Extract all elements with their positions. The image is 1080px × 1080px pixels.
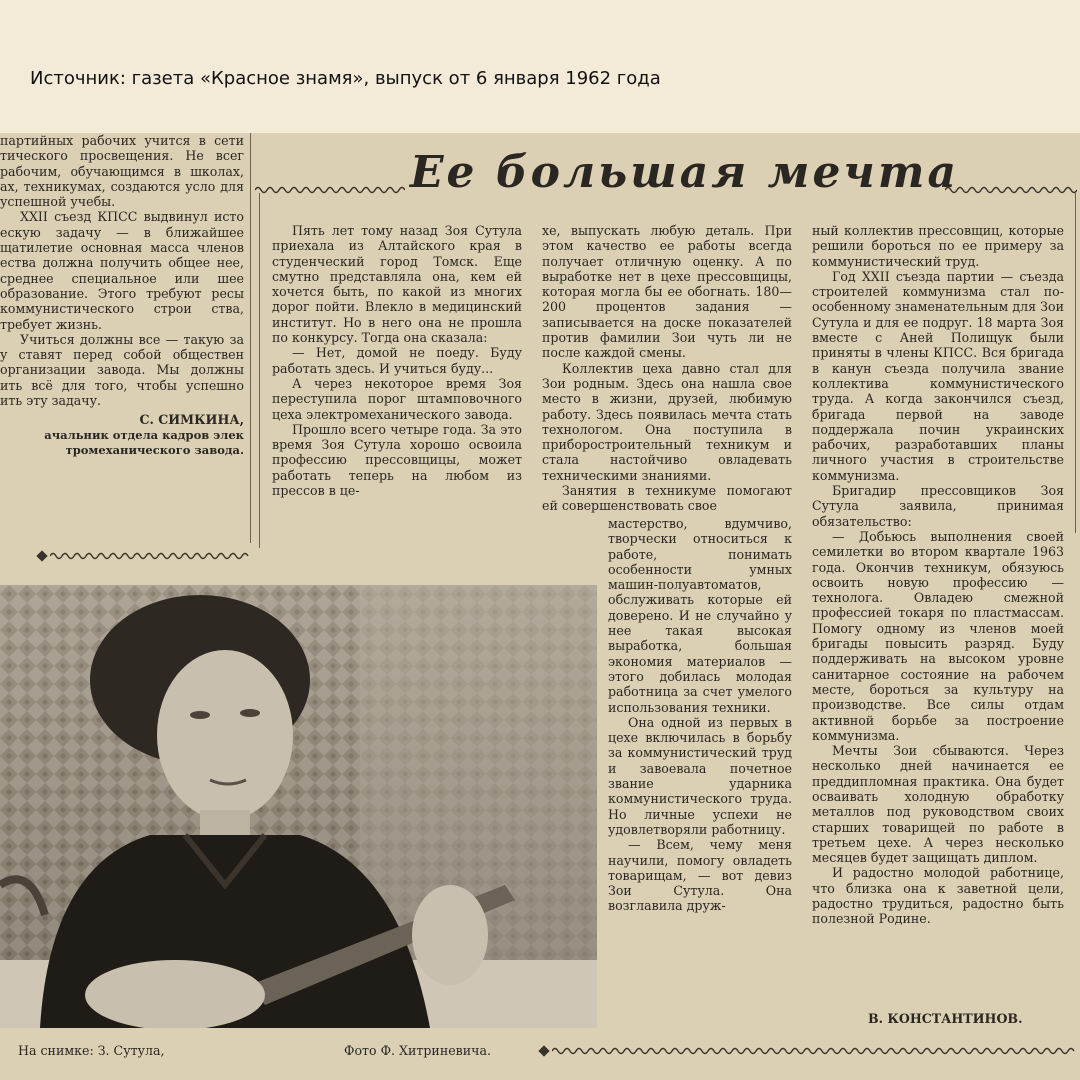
article-author: В. КОНСТАНТИНОВ. bbox=[868, 1011, 1023, 1026]
prev-article-wave bbox=[50, 551, 250, 561]
article-paragraph: хе, выпускать любую деталь. При этом качество ее работы всегда получает отличную оценку. А по выработке нет в цехе прессовщицы, которая могла бы ее обогнать. 180—200 процентов задания — записывается на доске показателей против фамилии Зои чуть ли не после каждой смены. bbox=[542, 223, 792, 361]
article-paragraph: ный коллектив прессовщиц, которые решили бороться по ее примеру за коммунистический труд. bbox=[812, 223, 1064, 269]
article-paragraph: Бригадир прессовщиков Зоя Сутула заявила, принимая обязательство: bbox=[812, 483, 1064, 529]
headline-wave-left bbox=[255, 185, 405, 195]
column-rule bbox=[259, 193, 260, 548]
column-rule bbox=[1075, 193, 1076, 533]
article-paragraph: — Нет, домой не поеду. Буду работать здесь. И учиться буду... bbox=[272, 345, 522, 376]
column-rule bbox=[250, 133, 251, 543]
article-paragraph: Год XXII съезда партии — съезда строителей коммунизма стал по-особенному знаменательным для Зои Сутула и для ее подруг. 18 марта Зоя вместе с Аней Полищук были приняты в члены КПСС. Вся бригада в канун съезда получила звание коллектива коммунистического труда. А когда закончился съезд, бригада первой на заводе поддержала почин украинских рабочих, разработавших планы личного участия в строительстве коммунизма. bbox=[812, 268, 1064, 483]
article-paragraph: — Добьюсь выполнения своей семилетки во втором квартале 1963 года. Окончив техникум, обязуюсь освоить новую профессию — технолога. Овладею смежной профессией токаря по пластмассам. Помогу одному из членов моей бригады повысить разряд. Буду поддерживать на высоком уровне санитарное состояние на рабочем месте, бороться за культуру на производстве. Все силы отдам активной борьбе за построение коммунизма. bbox=[812, 528, 1064, 743]
article-paragraph: Она одной из первых в цехе включилась в борьбу за коммунистический труд и завоевала почетное звание ударника коммунистического труда. Но личные успехи не удовлетворяли работницу. bbox=[608, 714, 792, 837]
prev-paragraph: Учиться должны все — такую за у ставят перед собой обществен организации завода. Мы должны ить всё для того, чтобы успешно ить эту задачу. bbox=[0, 331, 244, 409]
article-paragraph: Прошло всего четыре года. За это время Зоя Сутула хорошо освоила профессию прессовщицы, может работать теперь на любом из прессов в це- bbox=[272, 421, 522, 499]
newspaper-clipping bbox=[0, 133, 1080, 1080]
article-headline: Ее большая мечта bbox=[410, 147, 959, 198]
article-paragraph: мастерство, вдумчиво, творчески относиться к работе, понимать особенности умных машин-полуавтоматов, обслуживать которые ей доверено. И не случайно у нее такая высокая выработка, большая экономия материалов — этого добилась молодая работница за счет умелого использования техники. bbox=[608, 516, 792, 715]
source-caption: Источник: газета «Красное знамя», выпуск от 6 января 1962 года bbox=[30, 68, 661, 89]
article-paragraph: Занятия в техникуме помогают ей совершенствовать свое bbox=[542, 483, 792, 514]
article-photo bbox=[0, 585, 597, 1028]
footer-wave bbox=[552, 1046, 1076, 1056]
photo-credit: Фото Ф. Хитриневича. bbox=[344, 1043, 491, 1058]
photo-caption: На снимке: З. Сутула, bbox=[18, 1043, 165, 1058]
article-paragraph: Коллектив цеха давно стал для Зои родным. Здесь она нашла свое место в жизни, друзей, любимую работу. Здесь появилась мечта стать технологом. Она поступила в приборостроительный техникум и стала настойчиво овладевать техническими знаниями. bbox=[542, 360, 792, 483]
article-paragraph: — Всем, чему меня научили, помогу овладеть товарищам, — вот девиз Зои Сутула. Она возглавила друж- bbox=[608, 837, 792, 914]
previous-article bbox=[0, 133, 244, 458]
article-column-2-top bbox=[542, 223, 792, 514]
portrait-photo-image bbox=[0, 585, 597, 1028]
prev-paragraph: XXII съезд КПСС выдвинул исто ескую задачу — в ближайшее щатилетие основная масса членов ества должна получить общее нее, среднее специальное или шее образование. Этого требуют ресы коммунистического строи ства, требует жизнь. bbox=[0, 209, 244, 332]
source-header bbox=[0, 0, 1080, 133]
article-column-3 bbox=[812, 223, 1064, 927]
prev-signature-role: ачальник отдела кадров элек тромеханического завода. bbox=[44, 427, 244, 457]
article-paragraph: И радостно молодой работнице, что близка она к заветной цели, радостно трудиться, радостно быть полезной Родине. bbox=[812, 865, 1064, 927]
ornament-diamond bbox=[36, 550, 47, 561]
prev-signature: С. СИМКИНА, bbox=[139, 412, 244, 428]
prev-paragraph: партийных рабочих учится в сети тического просвещения. Не всег рабочим, обучающимся в школах, ах, техникумах, создаются усло для успешной учебы. bbox=[0, 133, 244, 210]
ornament-diamond bbox=[538, 1045, 549, 1056]
article-paragraph: Мечты Зои сбываются. Через несколько дней начинается ее преддипломная практика. Она будет осваивать холодную обработку металлов под руководством своих старших товарищей по работе в третьем цехе. А через несколько месяцев будет защищать диплом. bbox=[812, 743, 1064, 866]
article-column-1 bbox=[272, 223, 522, 498]
headline-wave-right bbox=[945, 185, 1077, 195]
article-column-2-bottom bbox=[608, 516, 792, 914]
article-paragraph: А через некоторое время Зоя переступила порог штамповочного цеха электромеханического завода. bbox=[272, 375, 522, 422]
article-paragraph: Пять лет тому назад Зоя Сутула приехала из Алтайского края в студенческий город Томск. Еще смутно представляла она, кем ей хочется быть, по какой из многих дорог пойти. Влекло в медицинский институт. Но в него она не прошла по конкурсу. Тогда она сказала: bbox=[272, 223, 522, 346]
